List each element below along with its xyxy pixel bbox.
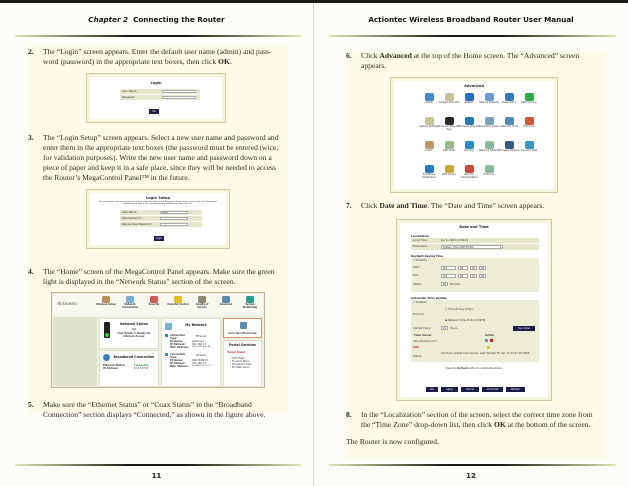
retype-password-row: Retype New Password: — [120, 222, 202, 227]
step-number: 4. — [28, 267, 34, 276]
advanced-item-port-lock[interactable]: Port Lock — [516, 117, 542, 137]
system-settings-icon — [425, 117, 434, 125]
nav-network-connections[interactable]: Network Connections — [119, 296, 141, 309]
login-title: Login — [150, 81, 162, 85]
login-setup-title: Login Setup — [145, 196, 171, 200]
clock-set-button[interactable]: Clock Set — [482, 387, 503, 392]
closing-text: The Router is now configured. — [346, 437, 440, 446]
users-icon — [425, 141, 434, 149]
protocols-icon — [485, 165, 494, 173]
advanced-item-firmware-restore[interactable]: Firmware Restore — [496, 141, 522, 161]
parental-control-icon — [174, 296, 182, 303]
end-day-select[interactable]: 28 — [458, 274, 468, 278]
add-icon[interactable] — [487, 346, 490, 349]
status-message: Got time update from server, Last Update: Fri Apr 14 11:27:45 2006 — [441, 352, 530, 355]
ntp-radio[interactable]: ◉ Network Time Protocol (NTP) — [445, 319, 486, 322]
firmware-upgrade-icon — [465, 117, 474, 125]
network-status-panel: Network Status Net Your Router is Ready for Internet Access — [99, 318, 159, 349]
nav-security[interactable]: Security — [143, 296, 165, 307]
advanced-item-remote-administration[interactable]: Remote Administration — [456, 165, 482, 185]
my-network-icon — [165, 323, 172, 330]
running-head-left — [0, 15, 313, 24]
date-and-time-icon — [505, 117, 514, 125]
footer-rule — [329, 464, 616, 466]
end-minute-input[interactable]: 00 — [481, 275, 485, 278]
advanced-item-diagnostics[interactable]: Diagnostics — [496, 93, 522, 113]
advanced-item-mac-cloning[interactable]: MAC Cloning — [516, 93, 542, 113]
time-server-entry: ntp.actiontec.com — [413, 340, 437, 343]
edit-icon[interactable] — [485, 339, 488, 342]
about-icon — [425, 93, 434, 101]
nav-wireless-setup[interactable]: Wireless Setup — [95, 296, 117, 307]
advanced-icon — [222, 296, 230, 303]
advanced-item-dns-server[interactable]: DNS Server — [436, 165, 462, 185]
login-setup-button[interactable]: Login — [155, 237, 163, 240]
portal-link[interactable]: • Broadband Deal — [230, 363, 252, 366]
login-screenshot — [86, 73, 226, 123]
system-monitoring-icon — [246, 296, 254, 303]
dst-enabled-checkbox[interactable]: ☐ Enabled — [413, 259, 427, 262]
advanced-item-scheduler-rules[interactable]: Scheduler Rules — [476, 117, 502, 137]
broadband-panel: Broadband Connection Ethernet Status: Connected IP Address: 67.67.67.67 — [99, 350, 159, 387]
green-light — [105, 333, 109, 337]
go-internet-button[interactable]: Go to the Internet now — [223, 318, 262, 338]
page-number: 11 — [151, 472, 162, 480]
remote-administration-icon — [465, 165, 474, 173]
new-password-row: New Password: — [120, 216, 202, 221]
step-number: 3. — [28, 133, 34, 142]
page-11: Chapter 2 Connecting the Router 2. The “Login” screen appears. Enter the default user name (admin) and pass- word (password) in the appropriate text boxes, then click OK. Login User Name: Password: OK 3. The “Login Setup” screen appears. Select a new user name and password and enter them in the appropriate text boxes (the password must be entered twice, for validation purposes). Write the new user name and password down on a piece of paper and keep it in a safe place, since they will be needed to access the Router’s MegaControl Panel™ in the future. Login Setup We now require you to change your default login User Name and Password. Please select a new login User Name and Password and type it into the appropriate fields below, then click OK. User Name: admin New Password: Retype New Password: Login 4. The “Home” screen of the MegaControl Panel appears. Make sure the green light is displayed in the “Network Status” section of the screen. Actiontec Wireless Setup Network Connections Security Parental Control Quality of Service Advanced System Monitoring Network Status Net Your Router is Ready for Internet Access Broadband Connection Ethernet Status: Connected IP Address: 67.67.67.67 My Network Connection Type: Ethernet PC Name: gateway2 IP Address: 192.168.1.2 MAC Address: 00:00:27:63:ac:45 Connection Type: Wireless PC Name: DAD-MOM-PC IP Address: 192.168.1.3 MAC Address: 00:0B:B3:11:11:11 Go to the Internet now Portal Services Yahoo! Qwest • Start Page • E-mail & More • Broadband Deal • My Web Space 5. Make sure the “Ethernet Status” or “Coax Status” in the “Broadband Connection” section displays “Connected,” as shown in the figure above. 11 — [0, 3, 314, 486]
portal-brand: Yahoo! Qwest — [227, 351, 246, 354]
chevron-down-icon: ▾ — [499, 246, 501, 249]
portal-services-panel: Portal Services Yahoo! Qwest • Start Page • E-mail & More • Broadband Deal • My Web Space — [223, 340, 262, 387]
restore-defaults-icon — [485, 93, 494, 101]
refresh-button[interactable]: Refresh — [506, 387, 525, 392]
running-head-right: Actiontec Wireless Broadband Router User Manual — [368, 15, 574, 24]
start-month-select[interactable]: Mar — [441, 266, 456, 270]
home-header — [53, 294, 263, 316]
port-lock-icon — [525, 117, 534, 125]
universal-plug-and-play-icon — [445, 117, 454, 125]
login-setup-screenshot — [86, 189, 230, 249]
firmware-restore-icon — [505, 141, 514, 149]
page-12: Actiontec Wireless Broadband Router User Manual 6. Click Advanced at the top of the Home screen. The “Advanced” screen appears. Advanced About Configuration File Restart Restore Defaults Diagnostics MAC Cloning System Settings Universal Plug and Play Firmware Upgrade Scheduler Rules Date and Time Port Lock Users ARP Table Routing Network Objects Firmware Restore Dynamic DNS IP Address Distribution DNS Server Remote Administration Protocols 7. Click Date and Time. The “Date and Time” screen appears. Date and Time Localization Local Time: Jan 1, 2003 21:26:10 Time Zone: Eastern_Time (GMT-05:00) ▾ Daylight Saving Time ☐ Enabled Start: Mar 28 00 00 End: Oct 28 01 00 Offset: 60 Minutes Automatic Time Update ☐ Enabled Protocol: ○ Time Of Day (TOD) ◉ Network Time Protocol (NTP) Update Every: 24 Hours Sync Now Time Server Action ntp.actiontec.com Add Status: Got time update from server, Last Update: Fri Apr 14 11:27:45 2006 Press the Refresh button to update the status. OK Apply Cancel Clock Set Refresh 8. In the “Localization” section of the screen, select the correct time zone from the “Time Zone” drop-down list, then click OK at the bottom of the screen. The Router is now configured. 12 — [314, 3, 628, 486]
nav-parental-control[interactable]: Parental Control — [167, 296, 189, 307]
step-text-line2: word (password) in the appropriate text boxes, then click OK. — [43, 57, 232, 66]
network-connections-icon — [126, 296, 134, 303]
username-input[interactable] — [162, 90, 196, 93]
advanced-item-system-settings[interactable]: System Settings — [416, 117, 442, 137]
new-password-input[interactable] — [160, 217, 188, 220]
password-row: Password: — [120, 95, 200, 100]
advanced-item-network-objects[interactable]: Network Objects — [476, 141, 502, 161]
cancel-button[interactable]: Cancel — [461, 387, 479, 392]
advanced-item-dynamic-dns[interactable]: Dynamic DNS — [516, 141, 542, 161]
diagnostics-icon — [505, 93, 514, 101]
login-setup-instructions: We now require you to change your default login User Name and Password. Please select a new login User Name and Password and type it into the appropriate fields below, then click OK. — [99, 201, 217, 206]
advanced-item-firmware-upgrade[interactable]: Firmware Upgrade — [456, 117, 482, 137]
password-input[interactable] — [162, 96, 196, 99]
advanced-item-restart[interactable]: Restart — [456, 93, 482, 113]
portal-link[interactable]: • Start Page — [230, 357, 245, 360]
mac-cloning-icon — [525, 93, 534, 101]
end-hour-input[interactable]: 01 — [472, 275, 476, 278]
scheduler-rules-icon — [485, 117, 494, 125]
globe-icon — [103, 354, 110, 361]
footer-rule — [15, 464, 301, 466]
login-ok-button[interactable]: OK — [149, 109, 159, 114]
setup-username-row: User Name: admin — [120, 210, 202, 215]
dynamic-dns-icon — [525, 141, 534, 149]
end-month-select[interactable]: Oct — [441, 274, 456, 278]
advanced-item-protocols[interactable]: Protocols — [476, 165, 502, 185]
advanced-item-date-and-time[interactable]: Date and Time — [496, 117, 522, 137]
actiontec-logo: Actiontec — [57, 301, 78, 307]
date-time-screenshot: Date and Time Localization Local Time: Jan 1, 2003 21:26:10 Time Zone: Eastern_Time (GMT-05:00) ▾ Daylight Saving Time ☐ Enabled Start: Mar 28 00 00 End: Oct 28 01 00 Offset: 60 Minutes Automatic Time Update ☐ Enabled Protocol: ○ Time Of Day (TOD) ◉ Network Time Protocol (NTP) Update Every: 24 Hours Sync Now Time Server Action ntp.actiontec.com Add Status: Got time update from server, Last Update: Fri Apr 14 11:27:45 2006 Press the Refresh button to update the status. OK Apply Cancel Clock Set Refresh — [396, 219, 552, 401]
update-every-input[interactable]: 24 — [443, 327, 447, 330]
advanced-item-about[interactable]: About — [416, 93, 442, 113]
security-icon — [150, 296, 158, 303]
advanced-item-users[interactable]: Users — [416, 141, 442, 161]
setup-username-input[interactable]: admin — [160, 211, 188, 214]
restart-icon — [465, 93, 474, 101]
page-number: 12 — [466, 472, 476, 480]
advanced-item-ip-address-distribution[interactable]: IP Address Distribution — [416, 165, 442, 185]
home-sidebar — [53, 317, 97, 386]
time-zone-row: Time Zone: Eastern_Time (GMT-05:00) ▾ — [411, 244, 539, 250]
advanced-screenshot — [390, 77, 558, 193]
advanced-item-arp-table[interactable]: ARP Table — [436, 141, 462, 161]
refresh-note: Press the Refresh button to update the status. — [445, 367, 503, 370]
sync-now-button[interactable]: Sync Now — [513, 326, 535, 331]
nav-system-monitoring[interactable]: System Monitoring — [239, 296, 261, 309]
auto-enabled-checkbox[interactable]: ☐ Enabled — [413, 301, 427, 304]
header-rule — [329, 35, 616, 37]
routing-icon — [465, 141, 474, 149]
retype-password-input[interactable] — [160, 223, 188, 226]
chapter-number: Chapter 2 — [88, 15, 129, 24]
auto-update-section: ☐ Enabled Protocol: ○ Time Of Day (TOD) ◉ Network Time Protocol (NTP) Update Every: 24 Hours Sync Now Time Server Action ntp.actiontec.com Add Status: Got time update from server, Last Update: Fri Apr 14 11:27:45 2006 — [411, 300, 539, 362]
my-network-panel: My Network Connection Type: Ethernet PC Name: gateway2 IP Address: 192.168.1.2 MAC Address: 00:00:27:63:ac:45 Connection Type: Wireless PC Name: DAD-MOM-PC IP Address: 192.168.1.3 MAC Address: 00:0B:B3:11:11:11 — [161, 318, 221, 387]
advanced-item-restore-defaults[interactable]: Restore Defaults — [476, 93, 502, 113]
ethernet-status-value: Connected — [134, 364, 149, 367]
ip-address-distribution-icon — [425, 165, 434, 173]
computer-icon — [165, 334, 168, 337]
step-number: 5. — [28, 400, 34, 409]
portal-link[interactable]: • My Web Space — [230, 366, 250, 369]
step-number: 2. — [28, 47, 34, 56]
username-row: User Name: — [120, 89, 200, 94]
chapter-title: Connecting the Router — [133, 15, 225, 24]
start-hour-input[interactable]: 00 — [472, 267, 476, 270]
local-time-row: Local Time: Jan 1, 2003 21:26:10 — [411, 238, 539, 243]
home-screenshot — [51, 292, 265, 388]
network-objects-icon — [485, 141, 494, 149]
start-minute-input[interactable]: 00 — [481, 267, 485, 270]
start-day-select[interactable]: 28 — [458, 266, 468, 270]
dns-server-icon — [445, 165, 454, 173]
delete-icon[interactable] — [490, 339, 493, 342]
nav-quality-of-service[interactable]: Quality of Service — [191, 296, 213, 309]
step-text: The “Login” screen appears. Enter the default user name (admin) and pass- — [43, 47, 272, 56]
arp-table-icon — [445, 141, 454, 149]
computer-icon — [165, 353, 168, 356]
nav-advanced[interactable]: Advanced — [215, 296, 237, 307]
advanced-item-routing[interactable]: Routing — [456, 141, 482, 161]
internet-icon — [240, 322, 247, 329]
add-server-link[interactable]: Add — [413, 346, 419, 349]
offset-input[interactable]: 60 — [443, 283, 447, 286]
portal-link[interactable]: • E-mail & More — [230, 360, 249, 363]
advanced-item-universal-plug-and-play[interactable]: Universal Plug and Play — [436, 117, 462, 137]
qos-icon — [198, 296, 206, 303]
header-rule — [15, 35, 301, 37]
date-time-title: Date and Time — [459, 225, 489, 229]
time-zone-select[interactable]: Eastern_Time (GMT-05:00) ▾ — [443, 246, 501, 249]
wireless-setup-icon — [102, 296, 110, 303]
advanced-title: Advanced — [464, 84, 484, 88]
configuration-file-icon — [445, 93, 454, 101]
tod-radio[interactable]: ○ Time Of Day (TOD) — [445, 308, 473, 311]
ok-button[interactable]: OK — [426, 387, 438, 392]
advanced-item-configuration-file[interactable]: Configuration File — [436, 93, 462, 113]
status-light-icon — [104, 322, 110, 338]
apply-button[interactable]: Apply — [441, 387, 458, 392]
dst-section: ☐ Enabled Start: Mar 28 00 00 End: Oct 28 01 00 Offset: 60 Minutes — [411, 258, 539, 292]
